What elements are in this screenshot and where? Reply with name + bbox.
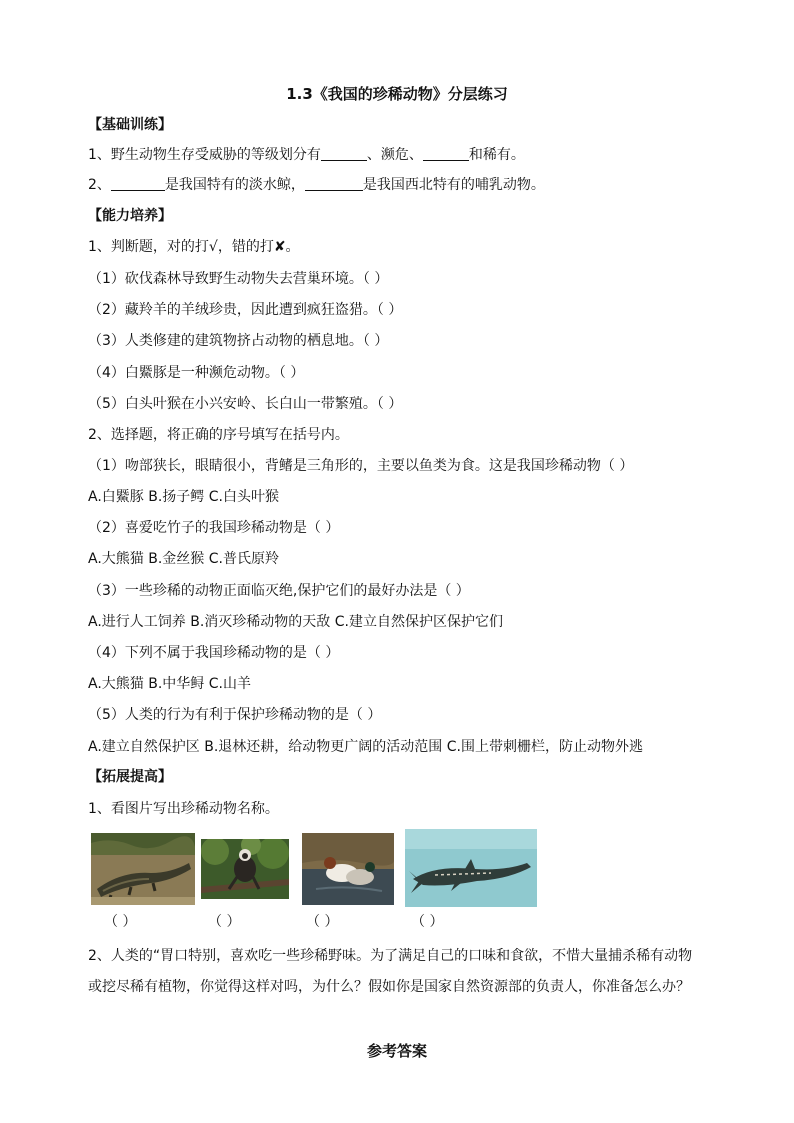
answer-blank[interactable]	[111, 176, 165, 191]
judge-item: （2）藏羚羊的羊绒珍贵，因此遭到疯狂盗猎。（ ）	[88, 302, 403, 318]
choice-question: （3）一些珍稀的动物正面临灭绝,保护它们的最好办法是（ ）	[88, 583, 470, 599]
basic-question-2	[88, 176, 545, 194]
answer-title: 参考答案	[366, 1042, 427, 1060]
choice-options: A.进行人工饲养 B.消灭珍稀动物的天敌 C.建立自然保护区保护它们	[88, 614, 503, 630]
extend-question-1: 1、看图片写出珍稀动物名称。	[88, 801, 279, 817]
ducks-photo	[302, 833, 394, 905]
judge-item: （3）人类修建的建筑物挤占动物的栖息地。（ ）	[88, 333, 389, 349]
photo-1-answer[interactable]: （ ）	[104, 914, 137, 930]
extend-question-2-line2: 或挖尽稀有植物，你觉得这样对吗，为什么？假如你是国家自然资源部的负责人，你准备怎么办？	[88, 979, 690, 995]
judge-heading: 1、判断题，对的打√，错的打✘。	[88, 239, 300, 255]
section-ability: 【能力培养】	[88, 208, 172, 224]
section-extend: 【拓展提高】	[88, 769, 172, 785]
choice-heading: 2、选择题，将正确的序号填写在括号内。	[88, 427, 349, 443]
monkey-photo	[201, 839, 289, 899]
q2-text-a: 2、	[88, 177, 111, 193]
choice-options: A.白鱀豚 B.扬子鳄 C.白头叶猴	[88, 489, 279, 505]
judge-item: （5）白头叶猴在小兴安岭、长白山一带繁殖。（ ）	[88, 396, 403, 412]
basic-question-1	[88, 146, 525, 164]
q1-text-a: 1、野生动物生存受威胁的等级划分有	[88, 147, 321, 163]
choice-options: A.大熊猫 B.中华鲟 C.山羊	[88, 676, 251, 692]
judge-item: （1）砍伐森林导致野生动物失去营巢环境。（ ）	[88, 271, 389, 287]
q1-text-c: 和稀有。	[468, 147, 525, 163]
judge-item: （4）白鱀豚是一种濒危动物。（ ）	[88, 365, 305, 381]
q2-text-b: 是我国特有的淡水鲸，	[164, 177, 305, 193]
answer-blank[interactable]	[321, 146, 367, 161]
answer-blank[interactable]	[305, 176, 363, 191]
choice-options: A.大熊猫 B.金丝猴 C.普氏原羚	[88, 551, 279, 567]
q1-text-b: 、濒危、	[366, 147, 423, 163]
answer-blank[interactable]	[423, 146, 469, 161]
choice-question: （5）人类的行为有利于保护珍稀动物的是（ ）	[88, 707, 382, 723]
choice-question: （4）下列不属于我国珍稀动物的是（ ）	[88, 645, 340, 661]
choice-options: A.建立自然保护区 B.退林还耕，给动物更广阔的活动范围 C.围上带刺栅栏，防止动物外逃	[88, 739, 643, 755]
alligator-photo	[91, 833, 195, 905]
page-title: 1.3《我国的珍稀动物》分层练习	[286, 85, 508, 103]
q2-text-c: 是我国西北特有的哺乳动物。	[362, 177, 545, 193]
photo-4-answer[interactable]: （ ）	[411, 914, 444, 930]
choice-question: （1）吻部狭长，眼睛很小，背鳍是三角形的，主要以鱼类为食。这是我国珍稀动物（ ）	[88, 458, 634, 474]
photo-3-answer[interactable]: （ ）	[306, 914, 339, 930]
choice-question: （2）喜爱吃竹子的我国珍稀动物是（ ）	[88, 520, 340, 536]
section-basic: 【基础训练】	[88, 117, 172, 133]
photo-2-answer[interactable]: （ ）	[208, 914, 241, 930]
extend-question-2-line1: 2、人类的“胃口特别，喜欢吃一些珍稀野味。为了满足自己的口味和食欲，不惜大量捕杀稀有动物	[88, 948, 693, 964]
sturgeon-photo	[405, 829, 537, 907]
